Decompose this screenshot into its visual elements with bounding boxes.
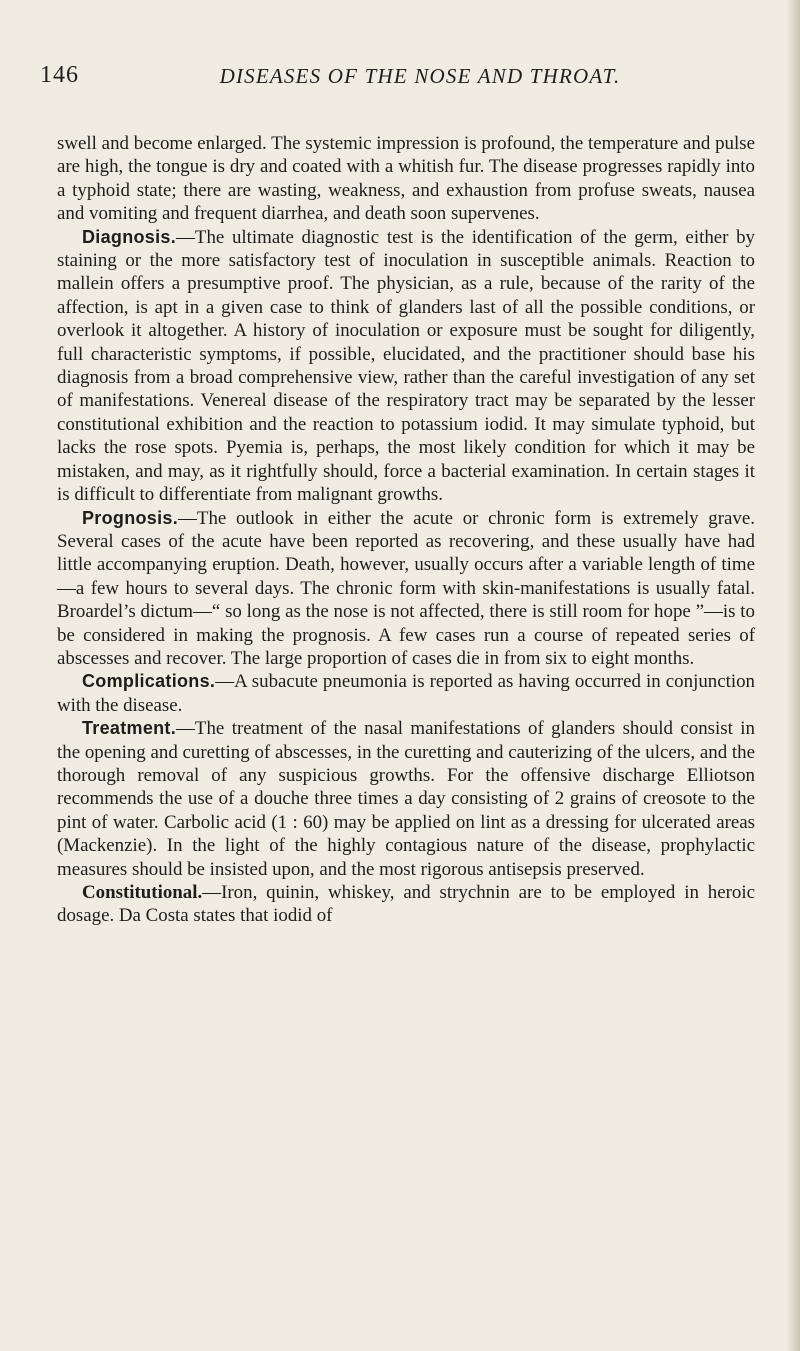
intro-text: swell and become enlarged. The systemic impression is profound, the temperature and pulse are high, the tongue is dry and coated with a whitish fur. The disease progresses rapidly into a typhoid state; there are wasting, weakness, and exhaustion from profuse sweats, nausea and vomiting and frequent diarrhea, and death soon supervenes. [57, 133, 755, 225]
paragraph-diagnosis [57, 226, 755, 507]
paragraph-constitutional [57, 881, 755, 928]
constitutional-heading: Constitutional. [82, 882, 203, 903]
paragraph-intro [57, 132, 755, 226]
constitutional-text: —Iron, quinin, whiskey, and strychnin are to be employed in heroic dosage. Da Costa states that iodid of [57, 882, 755, 927]
prognosis-heading: Prognosis. [82, 507, 179, 528]
running-title: DISEASES OF THE NOSE AND THROAT. [219, 64, 621, 88]
diagnosis-heading: Diagnosis. [82, 226, 177, 247]
page-body [57, 132, 755, 928]
page-edge-shadow [786, 0, 800, 1351]
paragraph-complications [57, 670, 755, 717]
complications-text: —A subacute pneumonia is reported as having occurred in conjunction with the disease. [57, 671, 755, 716]
paragraph-prognosis [57, 507, 755, 671]
diagnosis-text: —The ultimate diagnostic test is the identification of the germ, either by staining or the more satisfactory test of inoculation in susceptible animals. Reaction to mallein offers a presumptive proof. The physician, as a rule, because of the rarity of the affection, is apt in a given case to think of glanders last of all the possible conditions, or overlook it altogether. A history of inoculation or exposure must be sought for diligently, full characteristic symptoms, if possible, elucidated, and the practitioner should base his diagnosis from a broad comprehensive view, rather than the careful investigation of any set of manifestations. Venereal disease of the respiratory tract may be separated by the lesser constitutional exhibition and the reaction to potassium iodid. It may simulate typhoid, but lacks the rose spots. Pyemia is, perhaps, the most likely condition for which it may be mistaken, and may, as it rightfully should, force a bacterial examination. In certain stages it is difficult to differentiate from malignant growths. [57, 226, 755, 506]
page-number: 146 [40, 62, 79, 88]
page-header [40, 62, 740, 102]
treatment-heading: Treatment. [82, 718, 177, 739]
treatment-text: —The treatment of the nasal manifestations of glanders should consist in the opening and curetting of abscesses, in the curetting and cauterizing of the ulcers, and the thorough removal of any suspicious growths. For the offensive discharge Elliotson recommends the use of a douche three times a day consisting of 2 grains of creosote to the pint of water. Carbolic acid (1 : 60) may be applied on lint as a dressing for ulcerated areas (Mackenzie). In the light of the highly contagious nature of the disease, prophylactic measures should be insisted upon, and the most rigorous antisepsis preserved. [57, 718, 755, 880]
complications-heading: Complications. [82, 671, 216, 692]
paragraph-treatment [57, 717, 755, 881]
prognosis-text: —The outlook in either the acute or chronic form is extremely grave. Several cases of the acute have been reported as recovering, and these usually have had little accompanying eruption. Death, however, usually occurs after a variable length of time—a few hours to several days. The chronic form with skin-manifestations is usually fatal. Broardel’s dictum—“ so long as the nose is not affected, there is still room for hope ”—is to be considered in making the prognosis. A few cases run a course of repeated series of abscesses and recover. The large proportion of cases die in from six to eight months. [57, 507, 755, 669]
